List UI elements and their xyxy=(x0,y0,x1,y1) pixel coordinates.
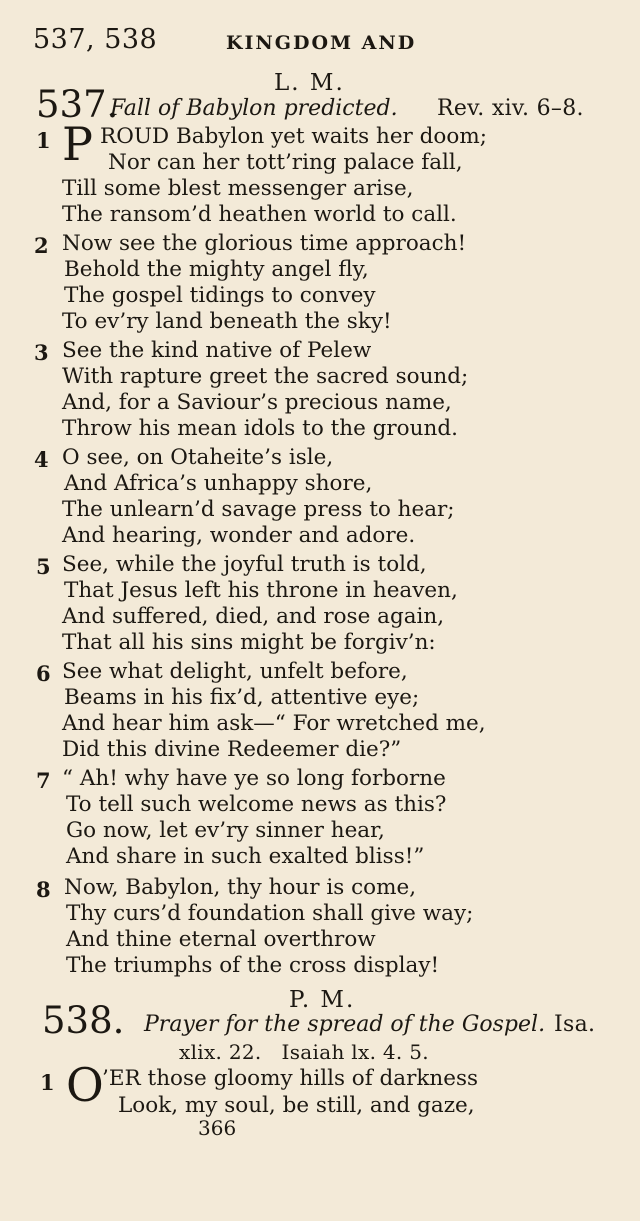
verse-line: Beams in his fix’d, attentive eye; xyxy=(64,685,420,710)
verse-line: And suffered, died, and rose again, xyxy=(62,604,445,629)
verse-line: Throw his mean idols to the ground. xyxy=(62,416,458,441)
hymn-538-number: 538. xyxy=(42,999,125,1042)
hymn-538-meter: P. M. xyxy=(289,987,356,1013)
verse-line: And Africa’s unhappy shore, xyxy=(64,471,373,496)
verse-line: ROUD Babylon yet waits her doom; xyxy=(100,124,487,149)
verse-line: See the kind native of Pelew xyxy=(62,338,372,363)
hymn-538-reference-start: Isa. xyxy=(554,1012,596,1037)
verse-line: Till some blest messenger arise, xyxy=(62,176,414,201)
verse-line: O see, on Otaheite’s isle, xyxy=(62,445,334,470)
verse-line: To ev’ry land beneath the sky! xyxy=(62,309,392,334)
verse-number: 1 xyxy=(40,1070,55,1095)
verse-line: Now see the glorious time approach! xyxy=(62,231,467,256)
drop-cap-letter: P xyxy=(62,117,93,171)
verse-line: See what delight, unfelt before, xyxy=(62,659,408,684)
verse-line: Thy curs’d foundation shall give way; xyxy=(66,901,474,926)
verse-line: Now, Babylon, thy hour is come, xyxy=(64,875,417,900)
verse-line: And hearing, wonder and adore. xyxy=(62,523,416,548)
hymn-537-meter: L. M. xyxy=(274,70,345,96)
verse-line: That Jesus left his throne in heaven, xyxy=(64,578,458,603)
drop-cap-letter: O xyxy=(66,1058,104,1112)
verse-line: Nor can her tott’ring palace fall, xyxy=(108,150,463,175)
hymn-538-title: Prayer for the spread of the Gospel. xyxy=(144,1012,546,1037)
verse-number: 3 xyxy=(34,340,49,365)
running-title: KINGDOM AND xyxy=(226,32,417,54)
page-number: 366 xyxy=(198,1116,237,1140)
hymn-537-title: Fall of Babylon predicted. xyxy=(110,96,398,121)
verse-number: 1 xyxy=(36,128,51,153)
verse-line: And share in such exalted bliss!” xyxy=(66,844,425,869)
verse-line: The ransom’d heathen world to call. xyxy=(62,202,457,227)
hymn-537-reference: Rev. xiv. 6–8. xyxy=(437,96,584,121)
verse-line: The gospel tidings to convey xyxy=(64,283,376,308)
verse-line: With rapture greet the sacred sound; xyxy=(62,364,469,389)
verse-line: Look, my soul, be still, and gaze, xyxy=(118,1093,475,1118)
verse-line: To tell such welcome news as this? xyxy=(66,792,447,817)
verse-number: 6 xyxy=(36,661,51,686)
verse-number: 7 xyxy=(36,768,51,793)
hymn-538-reference-cont: xlix. 22. Isaiah lx. 4. 5. xyxy=(179,1040,429,1064)
verse-line: Behold the mighty angel fly, xyxy=(64,257,369,282)
verse-line: And hear him ask—“ For wretched me, xyxy=(62,711,486,736)
verse-number: 2 xyxy=(34,233,49,258)
verse-line: That all his sins might be forgiv’n: xyxy=(62,630,436,655)
verse-line: Go now, let ev’ry sinner hear, xyxy=(66,818,385,843)
verse-number: 8 xyxy=(36,877,51,902)
verse-line: Did this divine Redeemer die?” xyxy=(62,737,402,762)
verse-line: The unlearn’d savage press to hear; xyxy=(62,497,455,522)
verse-line: “ Ah! why have ye so long forborne xyxy=(62,766,446,791)
hymn-537-number: 537. xyxy=(36,83,119,126)
header-hymn-range: 537, 538 xyxy=(33,24,158,55)
verse-line: And thine eternal overthrow xyxy=(66,927,376,952)
verse-number: 5 xyxy=(36,554,51,579)
verse-line: The triumphs of the cross display! xyxy=(66,953,440,978)
verse-number: 4 xyxy=(34,447,49,472)
verse-line: See, while the joyful truth is told, xyxy=(62,552,427,577)
verse-line: And, for a Saviour’s precious name, xyxy=(62,390,452,415)
verse-line: ’ER those gloomy hills of darkness xyxy=(102,1066,479,1091)
